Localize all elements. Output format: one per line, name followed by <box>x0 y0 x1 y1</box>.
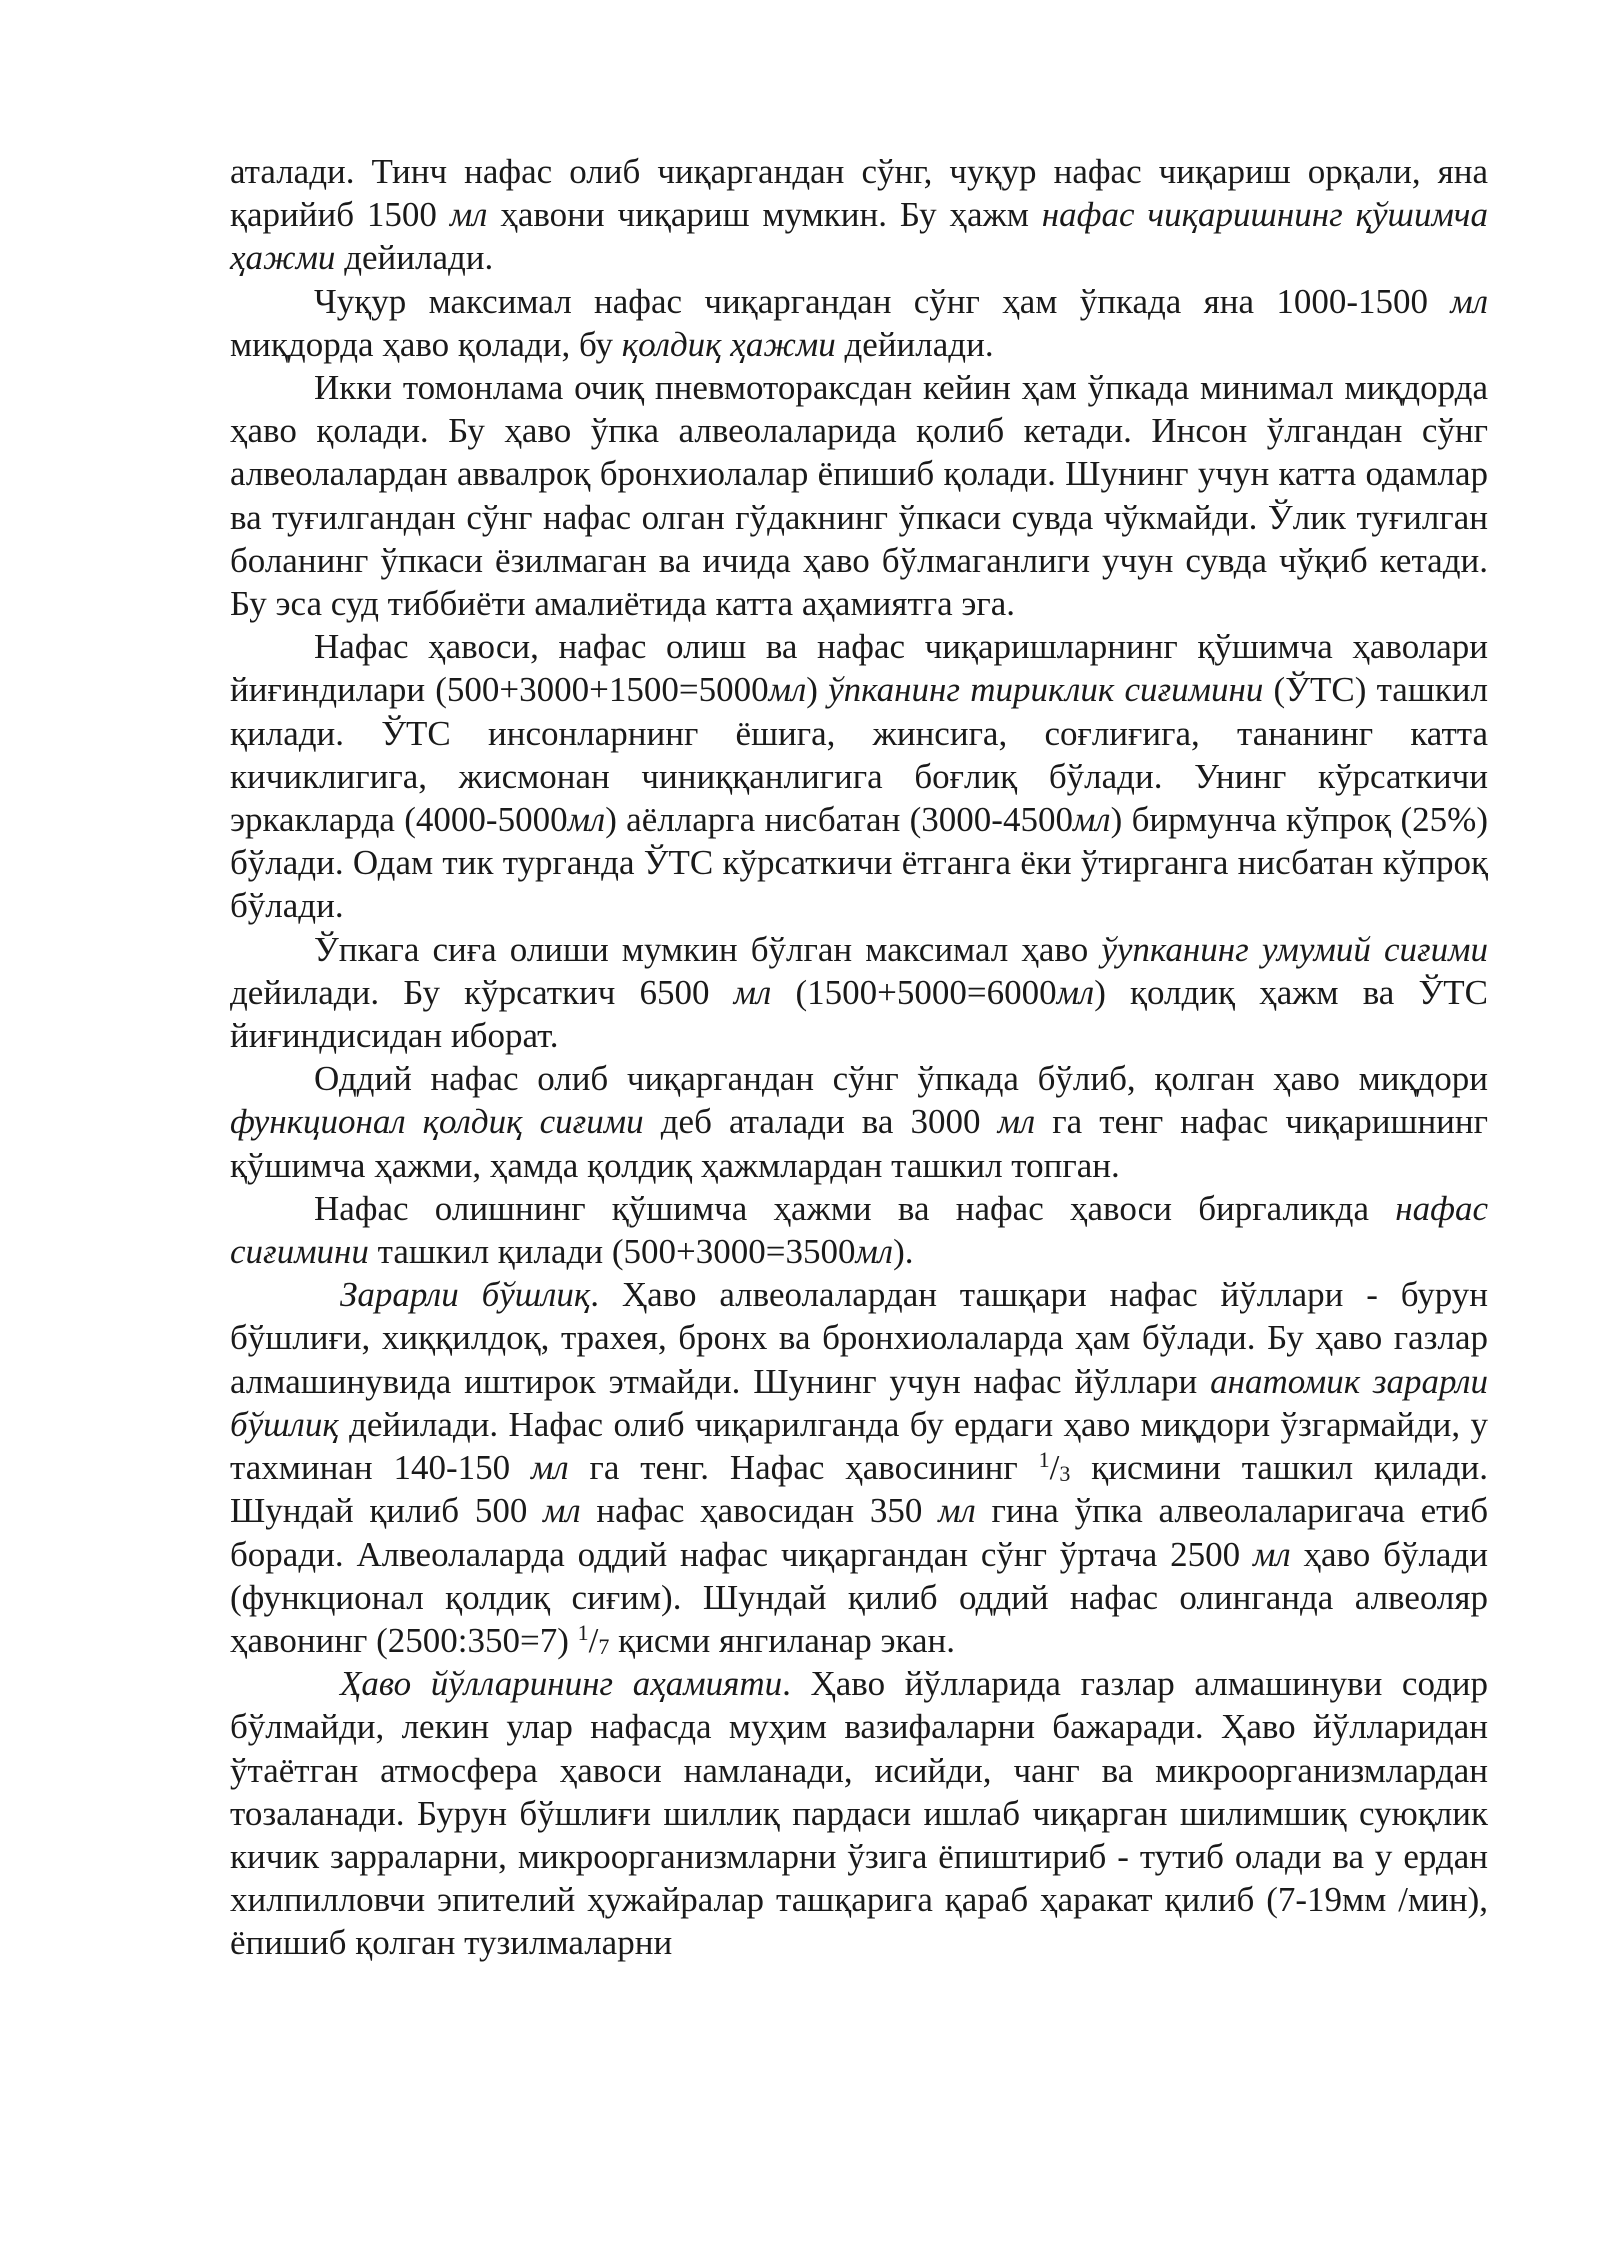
italic-term: мл <box>567 800 606 840</box>
fraction-numerator: 1 <box>1038 1447 1050 1472</box>
italic-term: қолдиқ ҳажми <box>621 324 836 364</box>
text-run: аталади. Тинч нафас олиб чиқаргандан сўнг, чуқур нафас чиқариш орқали, яна қарийиб 1500 <box>230 152 1488 235</box>
paragraph-7 <box>230 1187 1488 1273</box>
paragraph-5 <box>230 928 1488 1058</box>
text-run: Ўпкага сиға олиши мумкин бўлган максимал ҳаво <box>314 929 1102 969</box>
text-run: нафас ҳавосидан 350 <box>580 1491 939 1531</box>
italic-term: анатомик зарарли бўшлиқ <box>230 1361 1488 1444</box>
italic-term: мл <box>1253 1534 1291 1574</box>
text-run: миқдорда ҳаво қолади, бу <box>230 324 622 364</box>
italic-term: мл <box>1450 281 1488 321</box>
text-run: / <box>1049 1448 1060 1488</box>
italic-term: функционал қолдиқ сиғими <box>230 1102 644 1142</box>
text-run: қисмини ташкил қилади. Шундай қилиб 500 <box>230 1448 1488 1531</box>
italic-term: мл <box>938 1491 976 1531</box>
text-run: ҳавони чиқариш мумкин. Бу ҳажм <box>487 195 1042 235</box>
text-run: Нафас олишнинг қўшимча ҳажми ва нафас ҳавоси биргаликда <box>314 1188 1396 1228</box>
text-run: ) бирмунча кўпроқ (25%) бўлади. Одам тик турганда ЎТС кўрсаткичи ётганга ёки ўтирганга нисбатан кўпроқ бўлади. <box>230 800 1488 926</box>
text-run: гина ўпка алвеолаларигача етиб боради. Алвеолаларда оддий нафас чиқаргандан сўнг ўртача 2500 <box>230 1491 1489 1574</box>
text-run: ). <box>893 1232 914 1272</box>
italic-term: мл <box>1056 972 1095 1012</box>
text-run: ташкил қилади (500+3000=3500 <box>368 1232 856 1272</box>
text-run: ҳаво бўлади (функционал қолдиқ сиғим). Шундай қилиб оддий нафас олинганда алвеоляр ҳавонинг (2500:350=7) <box>230 1534 1488 1660</box>
text-run: га тенг. Нафас ҳавосининг <box>568 1448 1039 1488</box>
italic-term: нафас чиқаришнинг қўшимча ҳажми <box>230 195 1489 278</box>
italic-term: мл <box>1072 800 1111 840</box>
italic-term: мл <box>543 1491 581 1531</box>
text-run: дейилади. Бу кўрсаткич 6500 <box>230 972 734 1012</box>
text-run: / <box>588 1620 599 1660</box>
text-run: (ЎТС) ташкил қилади. ЎТС инсонларнинг ёшига, жинсига, соғлиғига, тананинг катта кичиклигига, жисмонан чиниққанлигига боғлиқ бўлади. Унинг кўрсаткичи эркакларда (4000-5000 <box>230 670 1488 840</box>
text-run: деб аталади ва 3000 <box>643 1102 998 1142</box>
text-run: Оддий нафас олиб чиқаргандан сўнг ўпкада бўлиб, қолган ҳаво миқдори <box>314 1059 1488 1099</box>
paragraph-2 <box>230 280 1488 366</box>
document-page <box>230 150 1488 1965</box>
italic-term: Зарарли бўшлиқ <box>340 1275 591 1315</box>
italic-term: Ҳаво йўлларининг аҳамияти <box>340 1664 783 1704</box>
fraction-denominator: 3 <box>1059 1461 1071 1487</box>
paragraph-9 <box>230 1662 1488 1964</box>
italic-term: мл <box>855 1232 894 1272</box>
paragraph-1 <box>230 150 1488 280</box>
italic-term: мл <box>768 670 807 710</box>
text-run: ) <box>806 670 829 710</box>
italic-term: мл <box>997 1102 1036 1142</box>
fraction-numerator: 1 <box>577 1619 589 1645</box>
text-run: ) аёлларга нисбатан (3000-4500 <box>605 800 1073 840</box>
italic-term: мл <box>449 195 488 235</box>
text-run: (1500+5000=6000 <box>771 972 1057 1012</box>
italic-term: мл <box>733 972 772 1012</box>
paragraph-4 <box>230 625 1488 927</box>
text-run: Нафас ҳавоси, нафас олиш ва нафас чиқаришларнинг қўшимча ҳаволари йиғиндилари (500+3000+1500=5000 <box>230 627 1488 710</box>
italic-term: ўпканинг тириклик сиғимини <box>828 670 1264 710</box>
text-run: дейилади. Нафас олиб чиқарилганда бу ердаги ҳаво миқдори ўзгармайди, у тахминан 140-150 <box>230 1404 1488 1488</box>
text-run: дейилади. <box>335 238 494 278</box>
text-run: дейилади. <box>835 324 994 364</box>
text-run: . Ҳаво алвеолалардан ташқари нафас йўллари - бурун бўшлиғи, хиққилдоқ, трахея, бронх ва бронхиолаларда ҳам бўлади. Бу ҳаво газлар алмашинувида иштирок этмайди. Шунинг учун нафас йўллари <box>230 1275 1488 1401</box>
text-run: Икки томонлама очиқ пневмотораксдан кейин ҳам ўпкада минимал миқдорда ҳаво қолади. Бу ҳаво ўпка алвеолаларида қолиб кетади. Инсон ўлгандан сўнг алвеолалардан аввалроқ бронхиолалар ёпишиб қолади. Шунинг учун катта одамлар ва туғилгандан сўнг нафас олган гўдакнинг ўпкаси сувда чўкмайди. Ўлик туғилган боланинг ўпкаси ёзилмаган ва ичида ҳаво бўлмаганлиги учун сувда чўқиб кетади. Бу эса суд тиббиёти амалиётида катта аҳамиятга эга. <box>230 368 1488 624</box>
text-run: қисми янгиланар экан. <box>609 1620 955 1660</box>
fraction-denominator: 7 <box>598 1634 610 1660</box>
paragraph-3 <box>230 366 1488 625</box>
text-run: . Ҳаво йўлларида газлар алмашинуви содир бўлмайди, лекин улар нафасда муҳим вазифаларни бажаради. Ҳаво йўлларидан ўтаётган атмосфера ҳавоси намланади, исийди, чанг ва микроорганизмлардан тозаланади. Бурун бўшлиғи шиллиқ пардаси ишлаб чиқарган шилимшиқ суюқлик кичик зарраларни, микроорганизмларни ўзига ёпиштириб - тутиб олади ва у ердан хилпилловчи эпителий ҳужайралар ташқарига қараб ҳаракат қилиб (7-19мм /мин), ёпишиб қолган тузилмаларни <box>230 1664 1488 1963</box>
text-run: Чуқур максимал нафас чиқаргандан сўнг ҳам ўпкада яна 1000-1500 <box>314 281 1451 321</box>
italic-term: нафас сиғимини <box>230 1188 1488 1272</box>
italic-term: мл <box>531 1448 569 1488</box>
paragraph-8 <box>230 1273 1488 1662</box>
paragraph-6 <box>230 1057 1488 1187</box>
text-run: ) қолдиқ ҳажм ва ЎТС йиғиндисидан иборат. <box>230 972 1488 1056</box>
text-run: га тенг нафас чиқаришнинг қўшимча ҳажми, ҳамда қолдиқ ҳажмлардан ташкил топган. <box>230 1102 1488 1185</box>
italic-term: ўупканинг умумий сиғими <box>1101 929 1489 969</box>
